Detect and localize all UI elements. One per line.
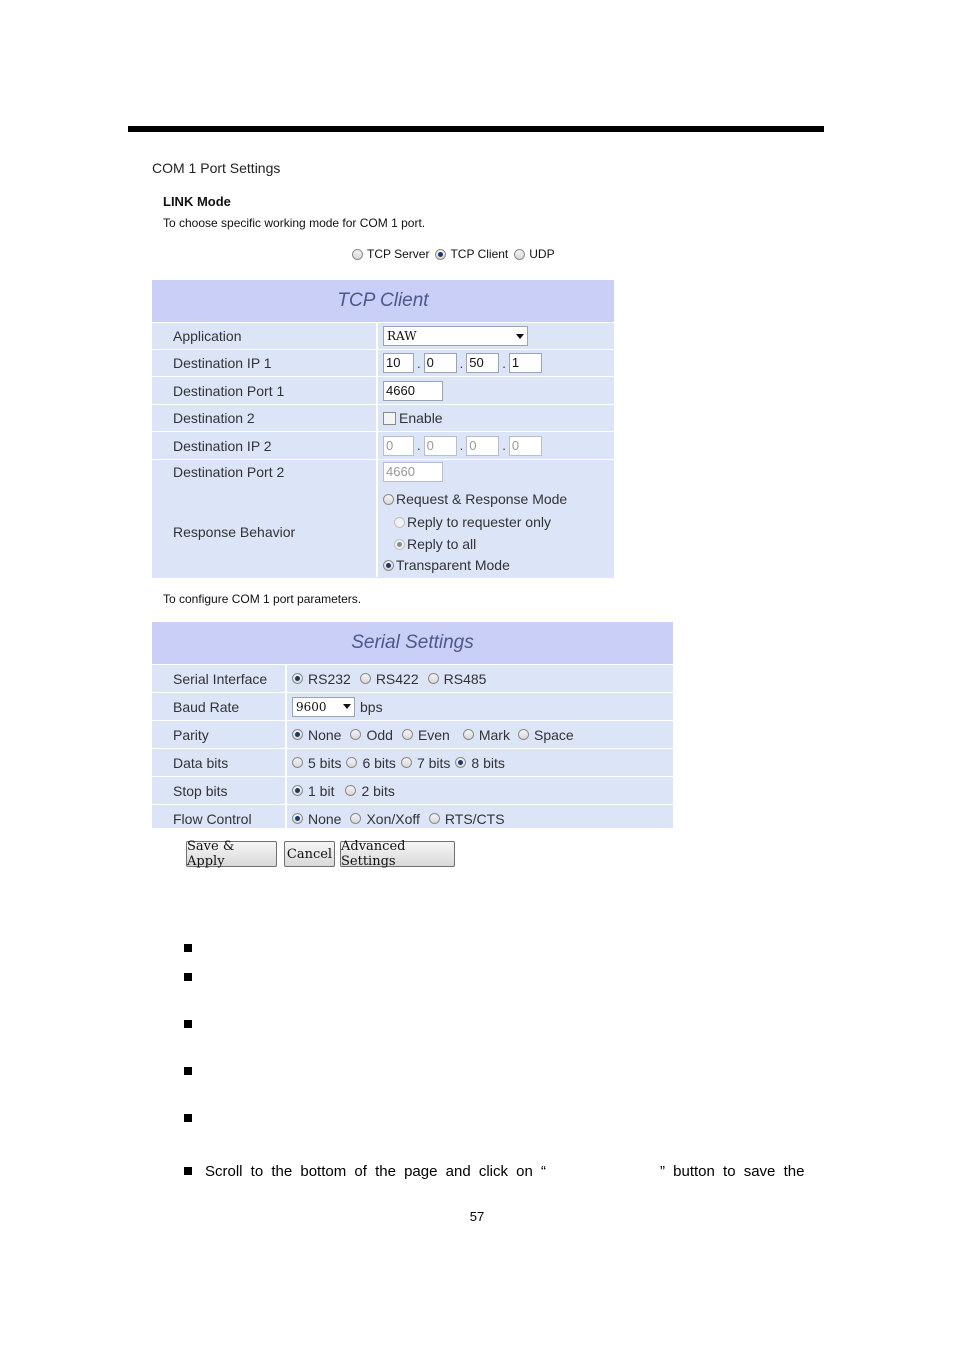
- parity-none-radio[interactable]: [292, 729, 303, 740]
- bullet-marker: [184, 1020, 192, 1028]
- flow-control-row: [152, 804, 673, 832]
- link-mode-description: To choose specific working mode for COM 1 port.: [163, 216, 426, 230]
- rs485-label: RS485: [443, 670, 487, 687]
- parity-space-label: Space: [533, 726, 574, 743]
- parity-odd-radio[interactable]: [350, 729, 361, 740]
- dest-ip2-label: Destination IP 2: [173, 437, 272, 454]
- parity-mark-label: Mark: [478, 726, 510, 743]
- rs232-label: RS232: [308, 670, 351, 687]
- data-bits-row: [152, 748, 673, 776]
- ip-separator: .: [459, 438, 464, 453]
- request-response-label: Request & Response Mode: [396, 491, 568, 507]
- flow-none-label: None: [308, 810, 342, 827]
- flow-control-label: Flow Control: [173, 810, 252, 827]
- application-row: [152, 322, 614, 349]
- request-response-option: [383, 491, 567, 507]
- reply-all-label: Reply to all: [407, 536, 477, 552]
- bullet-last-text: Scroll to the bottom of the page and click on “: [205, 1163, 547, 1180]
- parity-odd-label: Odd: [366, 726, 393, 743]
- bullet-marker: [184, 973, 192, 981]
- ip-separator: .: [502, 355, 506, 371]
- tcp-client-label: TCP Client: [450, 247, 509, 261]
- dest-port1-label: Destination Port 1: [173, 382, 285, 399]
- baud-unit: bps: [360, 698, 383, 715]
- data-bits-7-label: 7 bits: [416, 754, 451, 771]
- reply-requester-radio[interactable]: [394, 517, 405, 528]
- dest-ip2-row: [152, 431, 614, 459]
- parity-label: Parity: [173, 726, 209, 743]
- reply-all-radio[interactable]: [394, 539, 405, 550]
- bullet-last-suffix: ” button to save the: [660, 1163, 805, 1180]
- advanced-settings-button[interactable]: Advanced Settings: [340, 841, 455, 867]
- data-bits-5-radio[interactable]: [292, 757, 303, 768]
- header-rule-thin: [128, 131, 824, 132]
- rs232-radio[interactable]: [292, 673, 303, 684]
- page-title: COM 1 Port Settings: [152, 160, 281, 176]
- cancel-button[interactable]: Cancel: [284, 841, 335, 867]
- flow-xon-xoff-radio[interactable]: [350, 813, 361, 824]
- serial-settings-header: Serial Settings: [152, 622, 673, 664]
- reply-all-option: [394, 536, 476, 552]
- chevron-down-icon: [516, 334, 524, 339]
- tcp-server-radio[interactable]: [352, 249, 363, 260]
- stop-bits-1-label: 1 bit: [308, 782, 335, 799]
- dest-port1-row: [152, 376, 614, 404]
- response-behavior-label: Response Behavior: [173, 524, 296, 540]
- reply-requester-option: [394, 514, 551, 530]
- tcp-client-radio[interactable]: [435, 249, 446, 260]
- flow-rts-cts-label: RTS/CTS: [444, 810, 505, 827]
- rs422-radio[interactable]: [360, 673, 371, 684]
- bullet-marker: [184, 944, 192, 952]
- serial-settings-panel: [152, 622, 673, 828]
- parity-none-label: None: [308, 726, 342, 743]
- baud-rate-value: 9600: [296, 699, 327, 714]
- stop-bits-2-radio[interactable]: [345, 785, 356, 796]
- reply-requester-label: Reply to requester only: [407, 514, 551, 530]
- application-value: RAW: [387, 329, 417, 343]
- stop-bits-label: Stop bits: [173, 782, 228, 799]
- dest-port2-label: Destination Port 2: [173, 464, 285, 480]
- data-bits-8-radio[interactable]: [455, 757, 466, 768]
- dest-port2-input[interactable]: 4660: [383, 462, 443, 482]
- transparent-option: [383, 557, 510, 573]
- parity-even-radio[interactable]: [402, 729, 413, 740]
- baud-rate-select[interactable]: [292, 697, 355, 717]
- dest-ip2-octet-4[interactable]: 0: [509, 436, 542, 456]
- flow-none-radio[interactable]: [292, 813, 303, 824]
- stop-bits-2-label: 2 bits: [361, 782, 395, 799]
- page-number: 57: [469, 1209, 485, 1224]
- link-mode-title: LINK Mode: [163, 194, 231, 209]
- dest-ip2-octet-2[interactable]: 0: [424, 436, 457, 456]
- tcp-client-header: TCP Client: [152, 280, 614, 322]
- dest-ip1-octet-2[interactable]: 0: [424, 353, 457, 373]
- bullet-marker: [184, 1114, 192, 1122]
- application-select[interactable]: [383, 326, 528, 346]
- response-section-row: [152, 459, 614, 577]
- ip-separator: .: [459, 355, 464, 371]
- ip-separator: .: [502, 438, 506, 453]
- dest-port1-input[interactable]: 4660: [383, 381, 443, 401]
- link-mode-radio-group: [352, 247, 555, 261]
- tcp-client-panel: [152, 280, 614, 578]
- data-bits-8-label: 8 bits: [471, 754, 505, 771]
- rs485-radio[interactable]: [428, 673, 439, 684]
- data-bits-6-radio[interactable]: [346, 757, 357, 768]
- parity-even-label: Even: [417, 726, 450, 743]
- data-bits-6-label: 6 bits: [362, 754, 396, 771]
- dest-ip2-octet-3[interactable]: 0: [466, 436, 499, 456]
- config-note: To configure COM 1 port parameters.: [163, 592, 362, 606]
- save-apply-button[interactable]: Save & Apply: [186, 841, 277, 867]
- bullet-marker: [184, 1167, 192, 1175]
- tcp-server-label: TCP Server: [367, 247, 430, 261]
- dest-ip1-label: Destination IP 1: [173, 355, 272, 371]
- transparent-radio[interactable]: [383, 560, 394, 571]
- serial-interface-label: Serial Interface: [173, 670, 268, 687]
- parity-mark-radio[interactable]: [463, 729, 474, 740]
- dest-ip1-row: [152, 349, 614, 376]
- dest-ip1-octet-1[interactable]: 10: [383, 353, 414, 373]
- destination2-label: Destination 2: [173, 410, 255, 426]
- dest-ip1-octet-3[interactable]: 50: [466, 353, 499, 373]
- rs422-label: RS422: [375, 670, 419, 687]
- flow-rts-cts-radio[interactable]: [429, 813, 440, 824]
- destination2-enable-label: Enable: [399, 410, 443, 426]
- flow-xon-xoff-label: Xon/Xoff: [366, 810, 420, 827]
- chevron-down-icon: [343, 704, 351, 709]
- destination2-row: [152, 404, 614, 431]
- data-bits-7-radio[interactable]: [401, 757, 412, 768]
- baud-rate-row: [152, 692, 673, 720]
- dest-ip1-octet-4[interactable]: 1: [509, 353, 542, 373]
- data-bits-label: Data bits: [173, 754, 229, 771]
- parity-space-radio[interactable]: [518, 729, 529, 740]
- ip-separator: .: [417, 438, 421, 453]
- data-bits-5-label: 5 bits: [308, 754, 342, 771]
- stop-bits-row: [152, 776, 673, 804]
- application-label: Application: [173, 328, 242, 344]
- transparent-label: Transparent Mode: [396, 557, 510, 573]
- request-response-radio[interactable]: [383, 494, 394, 505]
- destination2-enable-checkbox[interactable]: [383, 412, 396, 425]
- udp-label: UDP: [529, 247, 555, 261]
- udp-radio[interactable]: [514, 249, 525, 260]
- dest-ip2-octet-1[interactable]: 0: [383, 436, 414, 456]
- parity-row: [152, 720, 673, 748]
- stop-bits-1-radio[interactable]: [292, 785, 303, 796]
- bullet-marker: [184, 1067, 192, 1075]
- baud-rate-label: Baud Rate: [173, 698, 240, 715]
- serial-interface-row: [152, 664, 673, 692]
- ip-separator: .: [417, 355, 421, 371]
